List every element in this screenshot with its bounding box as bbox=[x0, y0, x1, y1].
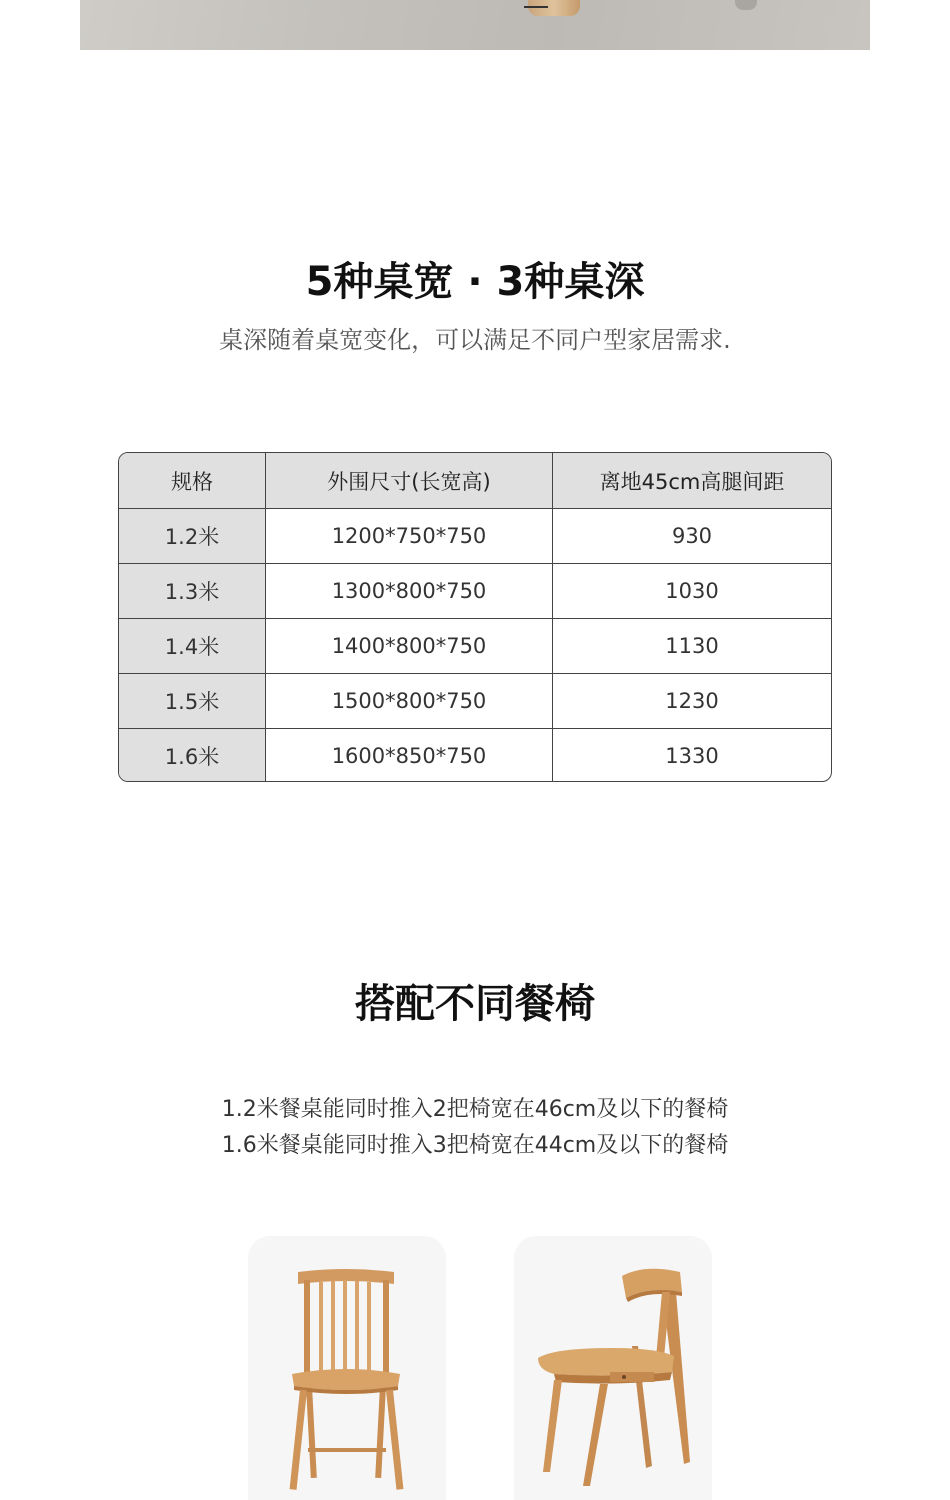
table-leg-image bbox=[735, 0, 757, 10]
cell-dimensions: 1200*750*750 bbox=[266, 509, 553, 563]
table-row bbox=[119, 563, 831, 618]
table-row bbox=[119, 508, 831, 563]
cell-dimensions: 1500*800*750 bbox=[266, 674, 553, 728]
leg-shadow bbox=[524, 6, 548, 8]
table-row bbox=[119, 618, 831, 673]
cell-spec: 1.6米 bbox=[119, 729, 266, 782]
section-title-chairs: 搭配不同餐椅 bbox=[355, 981, 595, 1027]
chair-note-line: 1.2米餐桌能同时推入2把椅宽在46cm及以下的餐椅 bbox=[221, 1097, 729, 1122]
cell-leg-spacing: 1330 bbox=[665, 744, 719, 768]
spec-table bbox=[118, 452, 832, 782]
section-title-sizes: 5种桌宽 · 3种桌深 bbox=[305, 259, 645, 305]
windsor-chair-image bbox=[248, 1236, 446, 1500]
chair-card-windsor[interactable] bbox=[248, 1236, 446, 1500]
header-cell-dimensions: 外围尺寸(长宽高) bbox=[266, 453, 553, 508]
chair-note-line: 1.6米餐桌能同时推入3把椅宽在44cm及以下的餐椅 bbox=[221, 1133, 729, 1158]
table-row bbox=[119, 728, 831, 782]
section-subtitle: 桌深随着桌宽变化，可以满足不同户型家居需求. bbox=[219, 326, 731, 354]
header-cell-spec: 规格 bbox=[119, 453, 266, 508]
table-leg-image bbox=[528, 0, 580, 16]
header-cell-leg-spacing: 离地45cm高腿间距 bbox=[553, 453, 831, 508]
cell-spec: 1.3米 bbox=[119, 564, 266, 618]
cell-leg-spacing: 1130 bbox=[665, 634, 719, 658]
table-row bbox=[119, 673, 831, 728]
curved-back-chair-image bbox=[514, 1236, 712, 1500]
cell-leg-spacing: 1230 bbox=[665, 689, 719, 713]
cell-dimensions: 1300*800*750 bbox=[266, 564, 553, 618]
hero-photo-floor bbox=[80, 0, 870, 50]
table-header-row bbox=[119, 453, 831, 508]
cell-spec: 1.2米 bbox=[119, 509, 266, 563]
cell-dimensions: 1600*850*750 bbox=[266, 729, 553, 782]
chair-card-curved-back[interactable] bbox=[514, 1236, 712, 1500]
cell-leg-spacing: 930 bbox=[671, 524, 713, 548]
cell-dimensions: 1400*800*750 bbox=[266, 619, 553, 673]
cell-leg-spacing: 1030 bbox=[665, 579, 719, 603]
cell-spec: 1.5米 bbox=[119, 674, 266, 728]
cell-spec: 1.4米 bbox=[119, 619, 266, 673]
chair-notes bbox=[0, 1092, 950, 1164]
